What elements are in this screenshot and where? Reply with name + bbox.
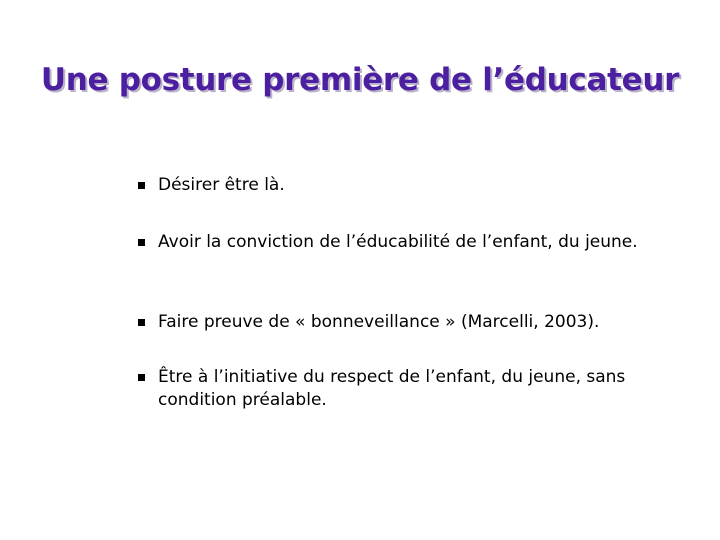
- bullet-item: [130, 311, 688, 334]
- bullet-text: Avoir la conviction de l’éducabilité de l’enfant, du jeune.: [158, 232, 638, 252]
- bullet-text: Désirer être là.: [158, 175, 285, 195]
- square-bullet-icon: [138, 239, 145, 246]
- bullet-item: [130, 174, 688, 197]
- bullet-text: Être à l’initiative du respect de l’enfant, du jeune, sans condition préalable.: [158, 367, 626, 410]
- bullet-item: [130, 231, 688, 254]
- bullet-item: [130, 366, 688, 412]
- square-bullet-icon: [138, 374, 145, 381]
- square-bullet-icon: [138, 182, 145, 189]
- bullet-text: Faire preuve de « bonneveillance » (Marcelli, 2003).: [158, 312, 600, 332]
- slide-title: Une posture première de l’éducateur: [40, 62, 680, 98]
- square-bullet-icon: [138, 319, 145, 326]
